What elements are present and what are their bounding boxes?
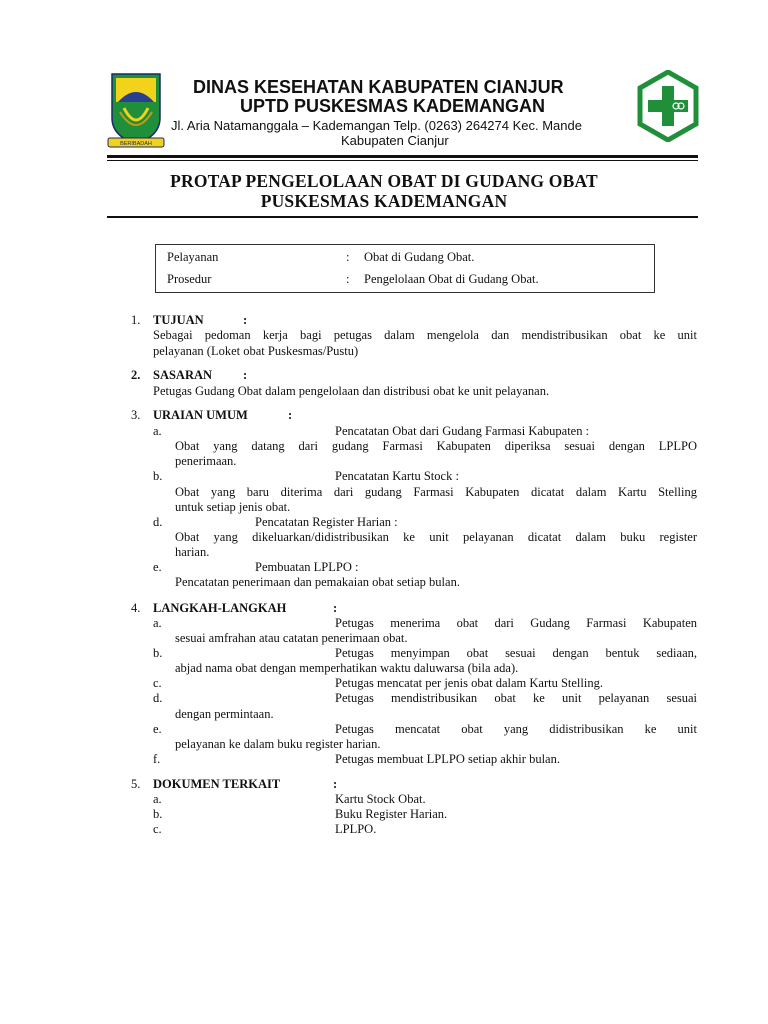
list-letter: b.: [153, 469, 163, 483]
list-item-text: dengan permintaan.: [175, 707, 274, 721]
section-text: Petugas Gudang Obat dalam pengelolaan dan distribusi obat ke unit pelayanan.: [153, 384, 550, 398]
section-number: 3.: [131, 408, 141, 422]
section-heading-langkah: LANGKAH-LANGKAH: [153, 601, 287, 615]
list-item-text: penerimaan.: [175, 454, 237, 468]
section-colon: :: [333, 777, 338, 791]
emblem-banner-text: BERIBADAH: [120, 141, 152, 147]
list-item-text: Obat yang datang dari gudang Farmasi Kabupaten diperiksa sesuai dengan LPLPO: [175, 439, 697, 453]
list-letter: b.: [153, 807, 163, 821]
header-address-city: Kabupaten Cianjur: [341, 133, 449, 148]
section-text: pelayanan (Loket obat Puskesmas/Pustu): [153, 344, 359, 358]
info-label-procedure: Prosedur: [167, 272, 212, 286]
info-sep: :: [346, 250, 350, 264]
list-item-text: Petugas mencatat per jenis obat dalam Kartu Stelling.: [335, 676, 603, 690]
list-letter: b.: [153, 646, 163, 660]
section-heading-sasaran: SASARAN: [153, 368, 213, 382]
list-item-text: pelayanan ke dalam buku register harian.: [175, 737, 381, 751]
list-item-text: Obat yang baru diterima dari gudang Farmasi Kabupaten dicatat dalam Kartu Stelling: [175, 485, 697, 499]
title-divider: [107, 216, 698, 218]
list-letter: e.: [153, 560, 162, 574]
section-colon: :: [243, 313, 248, 327]
list-letter: d.: [153, 515, 163, 529]
section-text: Sebagai pedoman kerja bagi petugas dalam mengelola dan mendistribusikan obat ke unit: [153, 328, 697, 342]
regency-emblem: [104, 72, 168, 152]
list-item-text: Kartu Stock Obat.: [335, 792, 426, 806]
section-number: 2.: [131, 368, 141, 382]
header-address: Jl. Aria Natamanggala – Kademangan Telp. (0263) 264274 Kec. Mande: [171, 118, 582, 133]
info-sep: :: [346, 272, 350, 286]
section-heading-tujuan: TUJUAN: [153, 313, 204, 327]
list-item-title: Pencatatan Obat dari Gudang Farmasi Kabupaten :: [335, 424, 590, 438]
list-item-text: Petugas mendistribusikan obat ke unit pelayanan sesuai: [335, 691, 697, 705]
section-heading-dokumen: DOKUMEN TERKAIT: [153, 777, 281, 791]
list-letter: a.: [153, 616, 162, 630]
list-letter: d.: [153, 691, 163, 705]
list-item-text: Buku Register Harian.: [335, 807, 448, 821]
health-cross-logo: [636, 70, 700, 142]
list-item-title: Pembuatan LPLPO :: [255, 560, 359, 574]
section-heading-uraian-umum: URAIAN UMUM: [153, 408, 248, 422]
section-number: 4.: [131, 601, 141, 615]
list-letter: c.: [153, 676, 162, 690]
list-item-text: abjad nama obat dengan memperhatikan waktu daluwarsa (bila ada).: [175, 661, 519, 675]
header-agency-name: DINAS KESEHATAN KABUPATEN CIANJUR: [193, 77, 564, 97]
list-item-text: sesuai amfrahan atau catatan penerimaan obat.: [175, 631, 408, 645]
section-colon: :: [243, 368, 248, 382]
document-subtitle: PUSKESMAS KADEMANGAN: [260, 191, 508, 211]
header-unit-name: UPTD PUSKESMAS KADEMANGAN: [240, 96, 546, 116]
list-item-text: Pencatatan penerimaan dan pemakaian obat setiap bulan.: [175, 575, 460, 589]
info-value-procedure: Pengelolaan Obat di Gudang Obat.: [364, 272, 539, 286]
section-number: 1.: [131, 313, 141, 327]
info-value-service: Obat di Gudang Obat.: [364, 250, 475, 264]
document-title: PROTAP PENGELOLAAN OBAT DI GUDANG OBAT: [170, 171, 598, 191]
list-item-text: Obat yang dikeluarkan/didistribusikan ke unit pelayanan dicatat dalam buku register: [175, 530, 697, 544]
list-item-text: Petugas mencatat obat yang didistribusikan ke unit: [335, 722, 697, 736]
list-item-text: LPLPO.: [335, 822, 377, 836]
section-colon: :: [333, 601, 338, 615]
header-divider: [107, 155, 698, 158]
info-label-service: Pelayanan: [167, 250, 219, 264]
list-item-text: untuk setiap jenis obat.: [175, 500, 291, 514]
list-item-text: Petugas menerima obat dari Gudang Farmasi Kabupaten: [335, 616, 697, 630]
list-item-title: Pencatatan Register Harian :: [255, 515, 398, 529]
list-item-title: Pencatatan Kartu Stock :: [335, 469, 459, 483]
list-item-text: Petugas menyimpan obat sesuai dengan bentuk sediaan,: [335, 646, 697, 660]
section-number: 5.: [131, 777, 141, 791]
list-letter: a.: [153, 424, 162, 438]
list-item-text: harian.: [175, 545, 210, 559]
list-item-text: Petugas membuat LPLPO setiap akhir bulan.: [335, 752, 560, 766]
section-colon: :: [288, 408, 293, 422]
list-letter: a.: [153, 792, 162, 806]
list-letter: e.: [153, 722, 162, 736]
list-letter: c.: [153, 822, 162, 836]
list-letter: f.: [153, 752, 161, 766]
header-divider-thin: [107, 160, 698, 161]
